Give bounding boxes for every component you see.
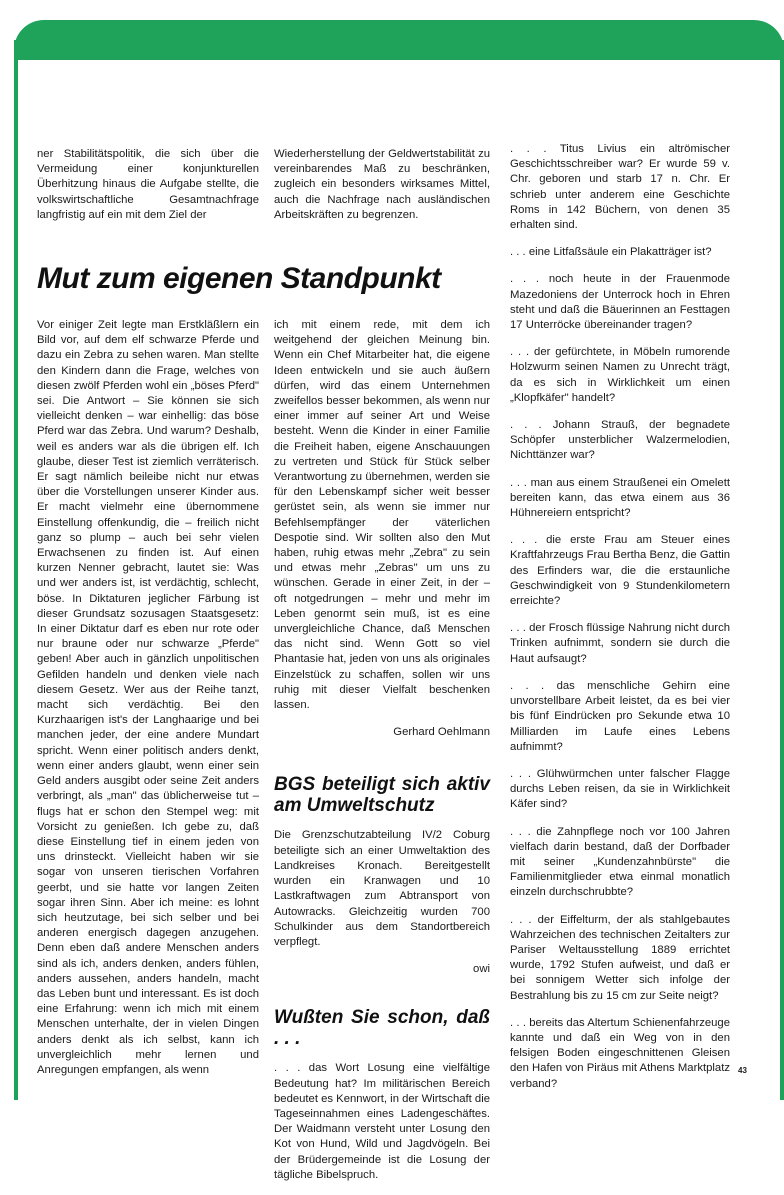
- article1-col1: [37, 318, 259, 1090]
- facts-column: [510, 142, 730, 1104]
- fact-item: . . . der Frosch flüssige Nahrung nicht durch Trinken aufnimmt, sondern sie durch die Haut aufsaugt?: [510, 622, 730, 665]
- article3-intro: . . . das Wort Losung eine vielfältige Bedeutung hat? Im militärischen Bereich bedeutet es Kennwort, in der Wirtschaft die Tageseinnahmen eines Ladengeschäftes. Der Waidmann versteht unter Losung den Kot von Hund, Wild und Jagdvögeln. Bei der Brüdergemeinde ist die Losung der tägliche Bibelspruch.: [274, 1062, 491, 1181]
- article1-text-col2: ich mit einem rede, mit dem ich weitgehend der gleichen Meinung bin. Wenn ein Chef Mitarbeiter hat, die eigene Ideen entwickeln und sie auch äußern dürfen, wird das einem Unternehmen zweifellos besser bekommen, als wenn nur einer immer auf seiner Art und Weise besteht. Wenn die Kinder in einer Familie die Freiheit haben, eigene Anschauungen zu vertreten und Stück für Stück selber Verantwortung zu übernehmen, werden sie für den Lebenskampf sicher weit besser gerüstet sein, als wenn sie immer nur Befehlsempfänger der väterlichen Despotie sind. Wir sollten also den Mut haben, ruhig etwas mehr „Zebra" zu sein und etwas mehr „Zebras" um uns zu wünschen. Gerade in einer Zeit, in der – oft notgedrungen – mehr und mehr im Leben genormt sein muß, ist es eine unvergleichliche Chance, daß Menschen das nicht sind. Wenn Gott so viel Phantasie hat, jeden von uns als originales Einzelstück zu schaffen, sollen wir uns ruhig mit dieser Vielfalt beschenken lassen.: [274, 319, 490, 712]
- continuation-text-2: Wiederherstellung der Geldwertstabilität zu vereinbarendes Maß zu beschränken, zugleich ein besonders wirksames Mittel, auch die Nachfrage nach ausländischen Arbeitskräften zu begrenzen.: [274, 148, 490, 221]
- fact-item: . . . Johann Strauß, der begnadete Schöpfer unsterblicher Walzermelodien, Nichttänzer war?: [510, 419, 730, 462]
- article2-signature: owi: [473, 963, 490, 976]
- article1-signature: Gerhard Oehlmann: [393, 726, 490, 739]
- article-headline: Mut zum eigenen Standpunkt: [37, 262, 441, 295]
- fact-item: . . . Glühwürmchen unter falscher Flagge durchs Leben reisen, da sie in Wirklichkeit Käfer sind?: [510, 767, 730, 811]
- fact-item: . . . eine Litfaßsäule ein Plakatträger ist?: [510, 246, 712, 259]
- fact-item: . . . die erste Frau am Steuer eines Kraftfahrzeugs Frau Bertha Benz, die Gattin des Erfinders war, die die erstaunliche Geschwindigkeit von 9 Stundenkilometern erreichte?: [510, 534, 730, 608]
- fact-item: . . . die Zahnpflege noch vor 100 Jahren vielfach darin bestand, daß der Dorfbader mit seiner „Kundenzahnbürste" die Familienmitglieder etwa einmal monatlich einzeln durchschrubbte?: [510, 825, 730, 899]
- continuation-col2: [274, 147, 490, 235]
- green-header-bar: [14, 20, 784, 60]
- left-border-line: [14, 40, 18, 1100]
- article2-body: Die Grenzschutzabteilung IV/2 Coburg beteiligte sich an einer Umweltaktion des Landkreises Kronach. Bereitgestellt wurden ein Kranwagen und 10 Lastkraftwagen zum Abtransport von Autowracks. Gleichzeitig wurden 700 Schulkinder aus dem Standortbereich verpflegt.: [274, 829, 490, 948]
- continuation-col1: [37, 147, 259, 235]
- article2-headline: BGS beteiligt sich aktiv am Umweltschutz: [274, 774, 490, 817]
- fact-item: . . . noch heute in der Frauenmode Mazedoniens der Unterrock hoch in Ehren steht und daß die Bäuerinnen an Festtagen 17 Unterröcke übereinander tragen?: [510, 273, 730, 332]
- fact-item: . . . der Eiffelturm, der als stahlgebautes Wahrzeichen des technischen Zeitalters zur Pariser Weltausstellung 1889 errichtet wurde, 1792 Stufen aufweist, und daß er bei sonnigem Wetter sich infolge der Bestrahlung bis zu 15 cm zur Seite neigt?: [510, 913, 730, 1002]
- article1-text-col1: Vor einiger Zeit legte man Erstkläßlern ein Bild vor, auf dem elf schwarze Pferde und dazu ein Zebra zu sehen waren. Man stellte den Kindern dann die Frage, welches von diesen zwölf Pferden wohl ein „böses Pferd" sei. Die Antwort – Sie können sie sich vielleicht denken – war einhellig: das böse Pferd war das Zebra. Und warum? Deshalb, weil es anders war als die übrigen elf. Ich glaube, dieser Test ist ziemlich verräterisch. Er sagt nämlich beileibe nicht nur etwas über die Vorstellungen unserer Kinder aus. Er macht vielmehr eine übernommene Einstellung offenkundig, die – freilich nicht ganz so plump – auch bei sehr vielen Erwachsenen zu finden ist. Auf einen kurzen Nenner gebracht, lautet sie: Was und wer anders ist, ist verdächtig, schlecht, böse. In Diktaturen jeglicher Färbung ist dieser Grundsatz sozusagen Staatsgesetz: In einer Diktatur darf es eben nur rote oder nur braune oder nur schwarze „Pferde" geben! Aber auch in gänzlich unpolitischen Gefilden handeln und denken viele nach diesem Gesetz. Wer aus der Reihe tanzt, macht sich verdächtig. Bei den Kurzhaarigen ist's der Langhaarige und bei manchen jeder, der eine andere Mundart spricht. Wenn einer politisch anders denkt, wenn einer anders glaubt, wenn einer sein Geld anders ausgibt oder seine Zeit anders verbringt, als „man" das üblicherweise tut – flugs hat er schon den Stempel weg: mit Vorsicht zu genießen. Ich gebe zu, daß diese Einstellung tief in einem jeden von uns drinsteckt. Vielleicht haben wir sie sogar von unseren tierischen Vorfahren geerbt, und sie hatte vor langen Zeiten sogar ihren Sinn. Aber ich meine: es lohnt sich heutzutage, bei sich selber und bei anderen energisch dagegen anzugehen. Denn eben daß andere Menschen anders sind als ich, anders denken, anders fühlen, anders aussehen, anders handeln, macht das Leben bunt und interessant. Es ist doch eine Erfahrung: wenn ich mich mit einem Menschen unterhalte, der in vielen Dingen anders denkt als ich selbst, kann ich unvergleichlich mehr lernen und Anregungen empfangen, als wenn: [37, 319, 259, 1076]
- fact-item: . . . bereits das Altertum Schienenfahrzeuge kannte und daß ein Weg von in den felsigen Boden eingeschnittenen Gleisen den Hafen von Piräus mit Athens Marktplatz verband?: [510, 1016, 730, 1090]
- fact-item: . . . der gefürchtete, in Möbeln rumorende Holzwurm seinen Namen zu Unrecht trägt, da es sich in Wirklichkeit um einen „Klopfkäfer" handelt?: [510, 346, 730, 404]
- article3-headline: Wußten Sie schon, daß . . .: [274, 1007, 490, 1050]
- fact-item: . . . das menschliche Gehirn eine unvorstellbare Arbeit leistet, da es bei vier bis fünf Eindrücken pro Sekunde etwa 10 Milliarden im Laufe eines Lebens aufnimmt?: [510, 679, 730, 753]
- continuation-text-1: ner Stabilitätspolitik, die sich über die Vermeidung einer konjunkturellen Überhitzung hinaus die Aufgabe stellte, die volkswirtschaftliche Gesamtnachfrage langfristig auf ein mit dem Ziel der: [37, 148, 259, 221]
- fact-item: . . . man aus einem Straußenei ein Omelett bereiten kann, das etwa einem aus 36 Hühnereiern entspricht?: [510, 476, 730, 520]
- fact-item: . . . Titus Livius ein altrömischer Geschichtsschreiber war? Er wurde 59 v. Chr. geboren und starb 17 n. Chr. Er schrieb unter anderem eine Geschichte Roms in 142 Büchern, von denen 35 erhalten sind.: [510, 143, 730, 232]
- page-number: 43: [738, 1066, 747, 1075]
- article1-col2: [274, 318, 490, 1195]
- right-border-line: [780, 40, 784, 1100]
